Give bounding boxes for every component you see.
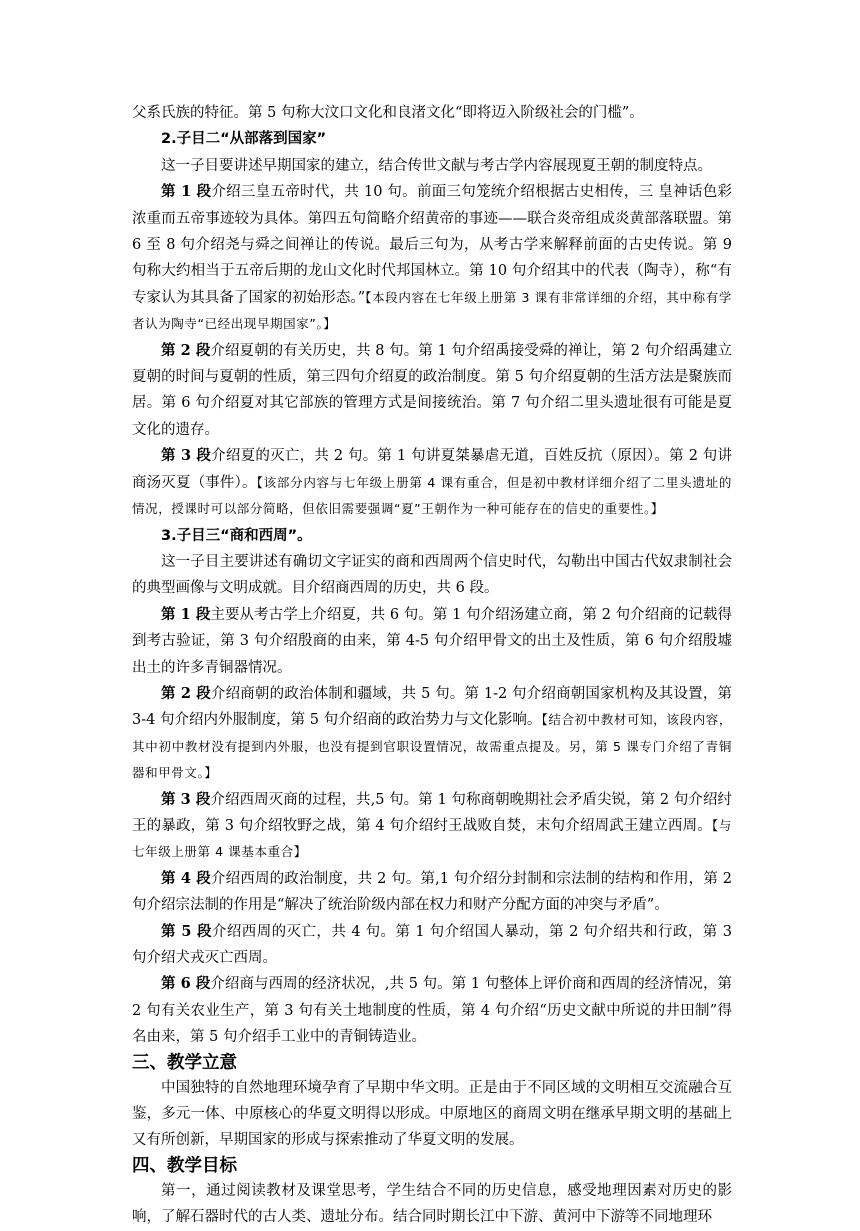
paragraph (132, 179, 732, 337)
paragraph (132, 1178, 732, 1231)
paragraph-label: 第 2 段 (161, 341, 211, 359)
paragraph-label: 第 2 段 (161, 684, 211, 702)
document-page (132, 100, 732, 1231)
section-heading: 四、教学目标 (132, 1155, 237, 1176)
paragraph-label: 第 4 段 (161, 869, 211, 887)
paragraph (132, 100, 732, 126)
paragraph (132, 443, 732, 522)
paragraph-text: 中国独特的自然地理环境孕育了早期中华文明。正是由于不同区域的文明相互交流融合互鉴，多元一体、中原核心的华夏文明得以形成。中原地区的商周文明在继承早期文明的基础上又有所创新，早期国家的形成与探索推动了华夏文明的发展。 (132, 1079, 732, 1149)
subsection-heading: 3.子目三“商和西周”。 (161, 527, 312, 544)
paragraph-text: 第一，通过阅读教材及课堂思考，学生结合不同的历史信息，感受地理因素对历史的影响，了解石器时代的古人类、遗址分布。结合同时期长江中下游、黄河中下游等不同地理环 (132, 1182, 732, 1226)
paragraph-text: 介绍西周灭商的过程，共,5 句。第 1 句称商朝晚期社会矛盾尖锐，第 2 句介绍纣王的暴政，第 3 句介绍牧野之战，第 4 句介绍纣王战败自焚，末句介绍周武王建立西周。 (132, 791, 733, 834)
paragraph (132, 338, 732, 444)
paragraph-text: 介绍夏朝的有关历史，共 8 句。第 1 句介绍禹接受舜的禅让，第 2 句介绍禹建立夏朝的时间与夏朝的性质，第三四句介绍夏的政治制度。第 5 句介绍夏朝的生活方法是聚族而居。第 6 句介绍夏对其它部族的管理方式是间接统治。第 7 句介绍二里头遗址很有可能是夏文化的遗存。 (132, 342, 733, 438)
paragraph-label: 第 6 段 (161, 975, 211, 993)
paragraph-label: 第 3 段 (161, 447, 212, 465)
paragraph-text: 介绍西周的灭亡，共 4 句。第 1 句介绍国人暴动，第 2 句介绍共和行政，第 3 句介绍犬戎灭亡西周。 (132, 923, 732, 966)
paragraph (132, 602, 732, 681)
paragraph-text: 主要从考古学上介绍夏，共 6 句。第 1 句介绍汤建立商，第 2 句介绍商的记载得到考古验证，第 3 句介绍殷商的由来，第 4-5 句介绍甲骨文的出土及性质，第 6 句介绍殷墟出土的许多青铜器情况。 (132, 606, 733, 676)
annotation-note: 【结合初中教材可知，该段内容，其中初中教材没有提到内外服，也没有提到官职设置情况，故需重点提及。另，第 5 课专门介绍了青铜器和甲骨文。】 (132, 712, 732, 781)
annotation-note: 【与七年级上册第 4 课基本重合】 (132, 817, 732, 860)
paragraph (132, 919, 732, 972)
paragraph-text: 这一子目主要讲述有确切文字证实的商和西周两个信史时代，勾勒出中国古代奴隶制社会的典型画像与文明成就。目介绍商西周的历史，共 6 段。 (132, 553, 732, 597)
paragraph (132, 153, 732, 179)
paragraph-label: 第 5 段 (161, 922, 212, 940)
paragraph (132, 681, 732, 787)
paragraph (132, 549, 732, 602)
paragraph-text: 介绍商与西周的经济状况，,共 5 句。第 1 句整体上评价商和西周的经济情况，第 2 句有关农业生产，第 3 句有关土地制度的性质，第 4 句介绍“历史文献中所说的井田制”得名由来，第 5 句介绍手工业中的青铜铸造业。 (132, 976, 733, 1046)
paragraph-label: 第 1 段 (161, 183, 212, 201)
paragraph-text: 父系氏族的特征。第 5 句称大汶口文化和良渚文化“即将迈入阶级社会的门槛”。 (132, 105, 644, 121)
paragraph-text: 介绍三皇五帝时代，共 10 句。前面三句笼统介绍根据古史相传，三 皇神话色彩浓重而五帝事迹较为具体。第四五句简略介绍黄帝的事迹——联合炎帝组成炎黄部落联盟。第 6 至 8 句介绍尧与舜之间禅让的传说。最后三句为，从考古学来解释前面的古史传说。第 9 句称大约相当于五帝后期的龙山文化时代邦国林立。第 10 句介绍其中的代表（陶寺），称“有专家认为其具备了国家的初始形态。” (132, 184, 733, 306)
paragraph-text: 介绍西周的政治制度，共 2 句。第,1 句介绍分封制和宗法制的结构和作用，第 2 句介绍宗法制的作用是“解决了统治阶级内部在权力和财产分配方面的冲突与矛盾”。 (132, 870, 733, 914)
paragraph (132, 1075, 732, 1154)
paragraph (132, 971, 732, 1050)
paragraph-text: 这一子目要讲述早期国家的建立，结合传世文献与考古学内容展现夏王朝的制度特点。 (161, 157, 712, 174)
annotation-note: 【该部分内容与七年级上册第 4 课有重合，但是初中教材详细介绍了二里头遗址的情况，授课时可以部分简略，但依旧需要强调“夏”王朝作为一种可能存在的信史的重要性。】 (132, 474, 732, 517)
paragraph (132, 866, 732, 919)
subsection-heading: 2.子目二“从部落到国家” (161, 131, 327, 148)
paragraph-text: 介绍商朝的政治体制和疆域，共 5 句。第 1-2 句介绍商朝国家机构及其设置，第 3-4 句介绍内外服制度，第 5 句介绍商的政治势力与文化影响。 (132, 685, 732, 729)
paragraph-label: 第 1 段 (161, 605, 211, 623)
paragraph-text: 介绍夏的灭亡，共 2 句。第 1 句讲夏桀暴虐无道，百姓反抗（原因）。第 2 句讲商汤灭夏（事件）。 (132, 448, 733, 491)
section-heading: 三、教学立意 (132, 1052, 237, 1073)
annotation-note: 【本段内容在七年级上册第 3 课有非常详细的介绍，其中称有学者认为陶寺“已经出现早期国家”。】 (132, 289, 732, 332)
paragraph (132, 787, 732, 866)
paragraph-label: 第 3 段 (161, 790, 211, 808)
